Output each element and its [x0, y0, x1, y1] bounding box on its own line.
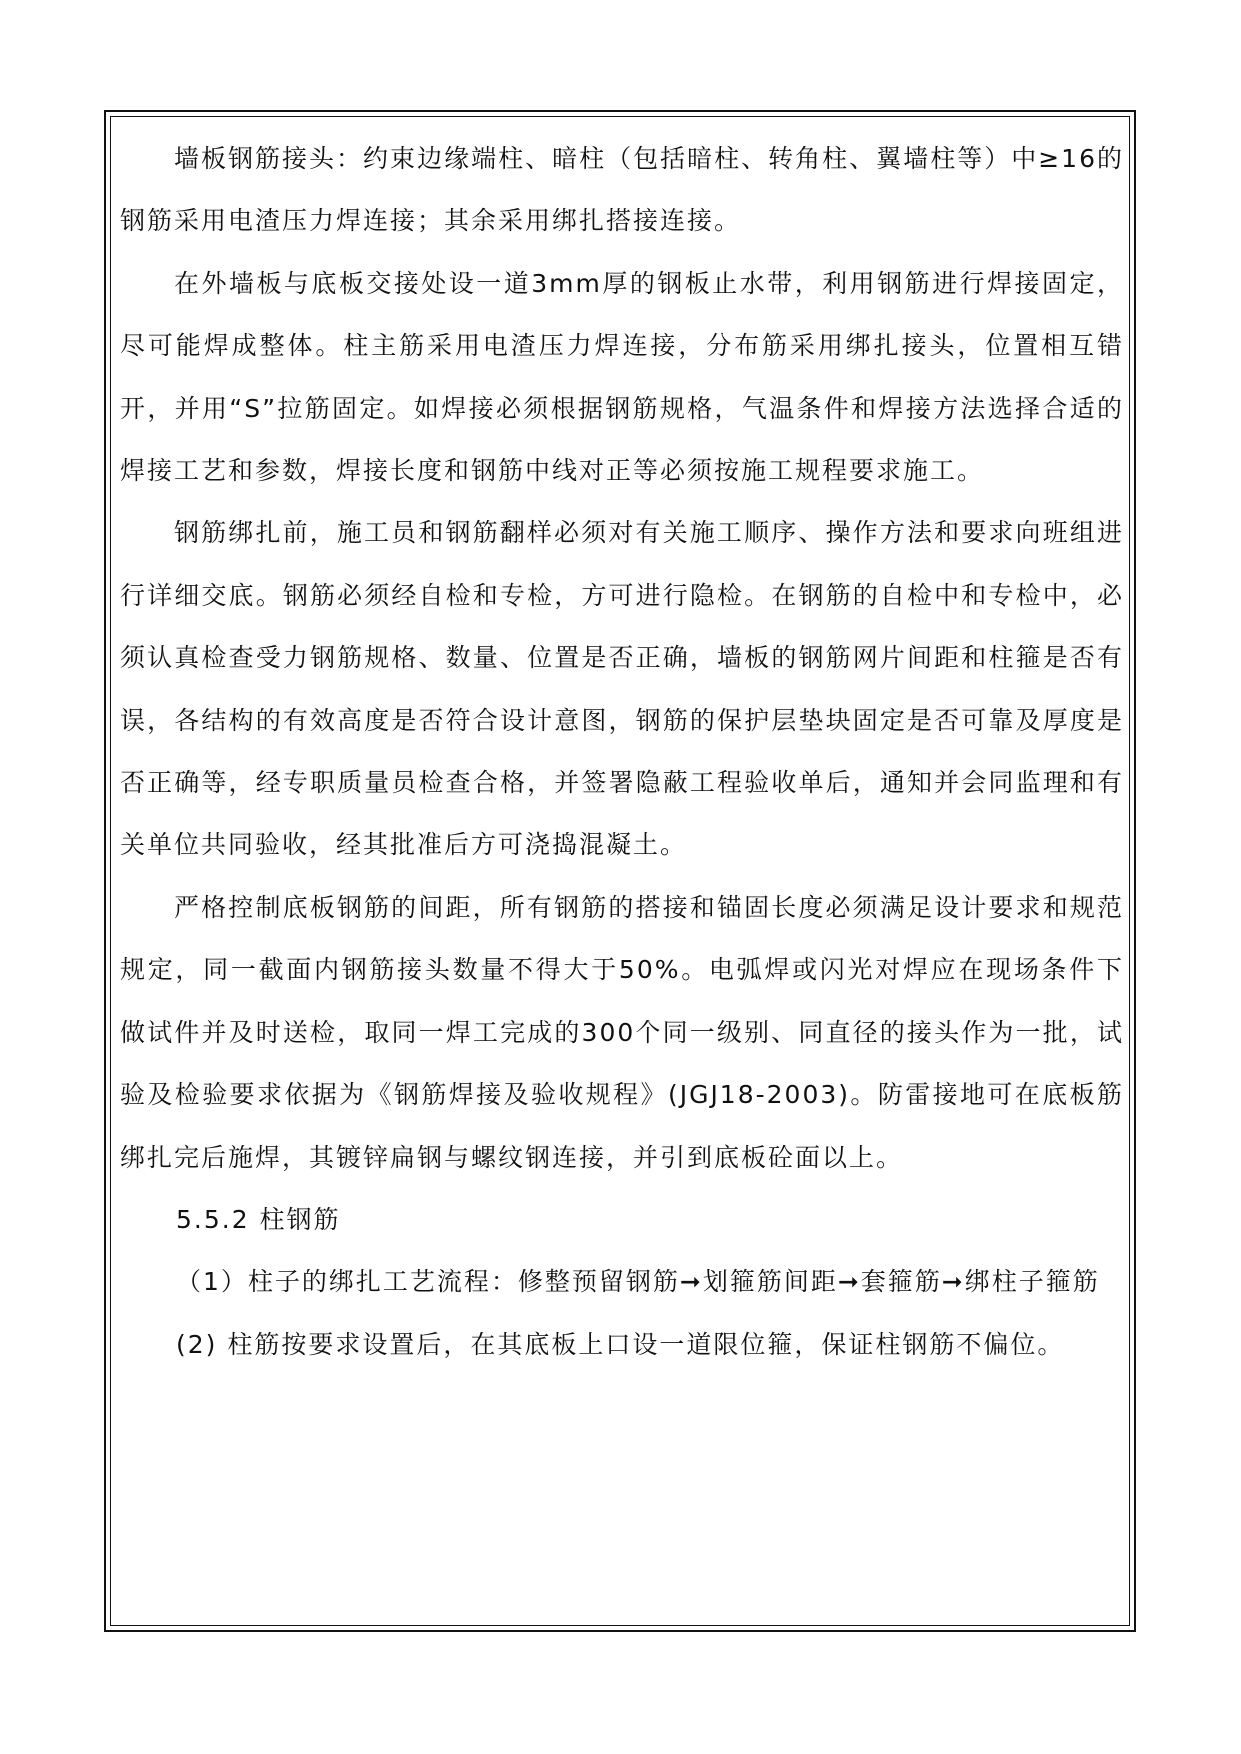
- document-body: [120, 128, 1124, 1376]
- paragraph-rebar-inspection: 钢筋绑扎前，施工员和钢筋翻样必须对有关施工顺序、操作方法和要求向班组进行详细交底。钢筋必须经自检和专检，方可进行隐检。在钢筋的自检中和专检中，必须认真检查受力钢筋规格、数量、位置是否正确，墙板的钢筋网片间距和柱箍是否有误，各结构的有效高度是否符合设计意图，钢筋的保护层垫块固定是否可靠及厚度是否正确等，经专职质量员检查合格，并签署隐蔽工程验收单后，通知并会同监理和有关单位共同验收，经其批准后方可浇捣混凝土。: [120, 518, 1124, 860]
- step-1-column-binding-process: （1）柱子的绑扎工艺流程：修整预留钢筋➞划箍筋间距➞套箍筋➞绑柱子箍筋: [176, 1267, 1100, 1297]
- paragraph-wall-rebar-joints: 墙板钢筋接头：约束边缘端柱、暗柱（包括暗柱、转角柱、翼墙柱等）中≥16的钢筋采用电渣压力焊连接；其余采用绑扎搭接连接。: [120, 144, 1124, 236]
- section-heading: 5.5.2 柱钢筋: [176, 1204, 341, 1234]
- paragraph-waterstop-welding: 在外墙板与底板交接处设一道3mm厚的钢板止水带，利用钢筋进行焊接固定，尽可能焊成整体。柱主筋采用电渣压力焊连接，分布筋采用绑扎接头，位置相互错开，并用“S”拉筋固定。如焊接必须根据钢筋规格，气温条件和焊接方法选择合适的焊接工艺和参数，焊接长度和钢筋中线对正等必须按施工规程要求施工。: [120, 268, 1124, 486]
- step-2-limit-stirrup: (2) 柱筋按要求设置后，在其底板上口设一道限位箍，保证柱钢筋不偏位。: [176, 1329, 1065, 1359]
- paragraph-baseplate-rebar-spacing: 严格控制底板钢筋的间距，所有钢筋的搭接和锚固长度必须满足设计要求和规范规定，同一截面内钢筋接头数量不得大于50%。电弧焊或闪光对焊应在现场条件下做试件并及时送检，取同一焊工完成的300个同一级别、同直径的接头作为一批，试验及检验要求依据为《钢筋焊接及验收规程》(JGJ18-2003)。防雷接地可在底板筋绑扎完后施焊，其镀锌扁钢与螺纹钢连接，并引到底板砼面以上。: [120, 892, 1124, 1172]
